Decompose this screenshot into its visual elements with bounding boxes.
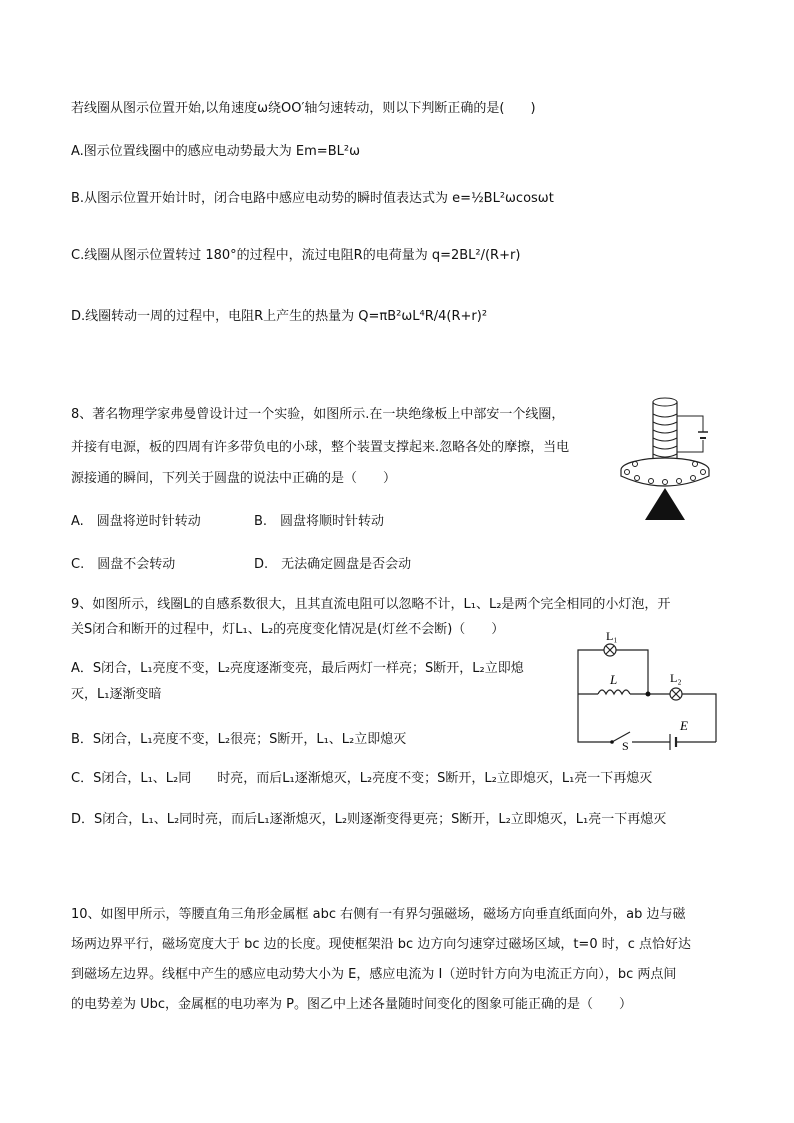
q8-stem-line3: 源接通的瞬间，下列关于圆盘的说法中正确的是（ ） bbox=[71, 471, 397, 486]
q8-option-c: C. 圆盘不会转动 bbox=[71, 557, 176, 572]
label-e: E bbox=[680, 718, 688, 733]
q7-stem: 若线圈从图示位置开始,以角速度ω绕OO′轴匀速转动，则以下判断正确的是( ) bbox=[71, 101, 536, 116]
q10-line1: 10、如图甲所示，等腰直角三角形金属框 abc 右侧有一有界匀强磁场，磁场方向垂直纸面向外，ab 边与磁 bbox=[71, 907, 686, 922]
q8-option-b: B. 圆盘将顺时针转动 bbox=[254, 514, 385, 529]
label-s: S bbox=[622, 739, 629, 750]
q8-option-a: A. 圆盘将逆时针转动 bbox=[71, 514, 201, 529]
circuit-figure bbox=[570, 628, 730, 750]
q9-stem-line2: 关S闭合和断开的过程中，灯L₁、L₂的亮度变化情况是(灯丝不会断)（ ） bbox=[71, 622, 505, 637]
q8-stem-line1: 8、著名物理学家弗曼曾设计过一个实验，如图所示.在一块绝缘板上中部安一个线圈， bbox=[71, 407, 565, 422]
q10-line2: 场两边界平行，磁场宽度大于 bc 边的长度。现使框架沿 bc 边方向匀速穿过磁场区域，t=0 时，c 点恰好达 bbox=[71, 937, 692, 952]
label-l2: L₂ bbox=[670, 671, 682, 685]
q7-option-b: B.从图示位置开始计时，闭合电路中感应电动势的瞬时值表达式为 e=½BL²ωcosωt bbox=[71, 191, 554, 206]
q7-option-a: A.图示位置线圈中的感应电动势最大为 Em=BL²ω bbox=[71, 144, 360, 159]
q7-option-c: C.线圈从图示位置转过 180°的过程中，流过电阻R的电荷量为 q=2BL²/(R+r) bbox=[71, 248, 521, 263]
q10-line4: 的电势差为 Ubc，金属框的电功率为 P。图乙中上述各量随时间变化的图象可能正确的是（ ） bbox=[71, 997, 633, 1012]
q9-stem-line1: 9、如图所示，线圈L的自感系数很大，且其直流电阻可以忽略不计，L₁、L₂是两个完全相同的小灯泡，开 bbox=[71, 597, 671, 612]
q9-option-d: D．S闭合，L₁、L₂同时亮，而后L₁逐渐熄灭，L₂则逐渐变得更亮；S断开，L₂立即熄灭，L₁亮一下再熄灭 bbox=[71, 812, 667, 827]
q8-stem-line2: 并接有电源，板的四周有许多带负电的小球，整个装置支撑起来.忽略各处的摩擦，当电 bbox=[71, 440, 570, 455]
q9-option-a-line1: A．S闭合，L₁亮度不变，L₂亮度逐渐变亮，最后两灯一样亮；S断开，L₂立即熄 bbox=[71, 661, 524, 676]
q9-option-b: B．S闭合，L₁亮度不变，L₂很亮；S断开，L₁、L₂立即熄灭 bbox=[71, 732, 407, 747]
q9-option-c: C．S闭合，L₁、L₂同 时亮，而后L₁逐渐熄灭，L₂亮度不变；S断开，L₂立即熄灭，L₁亮一下再熄灭 bbox=[71, 771, 653, 786]
coil-disc-figure bbox=[615, 392, 725, 524]
q7-option-d: D.线圈转动一周的过程中，电阻R上产生的热量为 Q=πB²ωL⁴R/4(R+r)² bbox=[71, 309, 488, 324]
label-l: L bbox=[610, 672, 618, 687]
q9-option-a-line2: 灭，L₁逐渐变暗 bbox=[71, 687, 162, 702]
q8-option-d: D. 无法确定圆盘是否会动 bbox=[254, 557, 412, 572]
label-l1: L₁ bbox=[606, 629, 618, 643]
q10-line3: 到磁场左边界。线框中产生的感应电动势大小为 E，感应电流为 I（逆时针方向为电流正方向），bc 两点间 bbox=[71, 967, 677, 982]
